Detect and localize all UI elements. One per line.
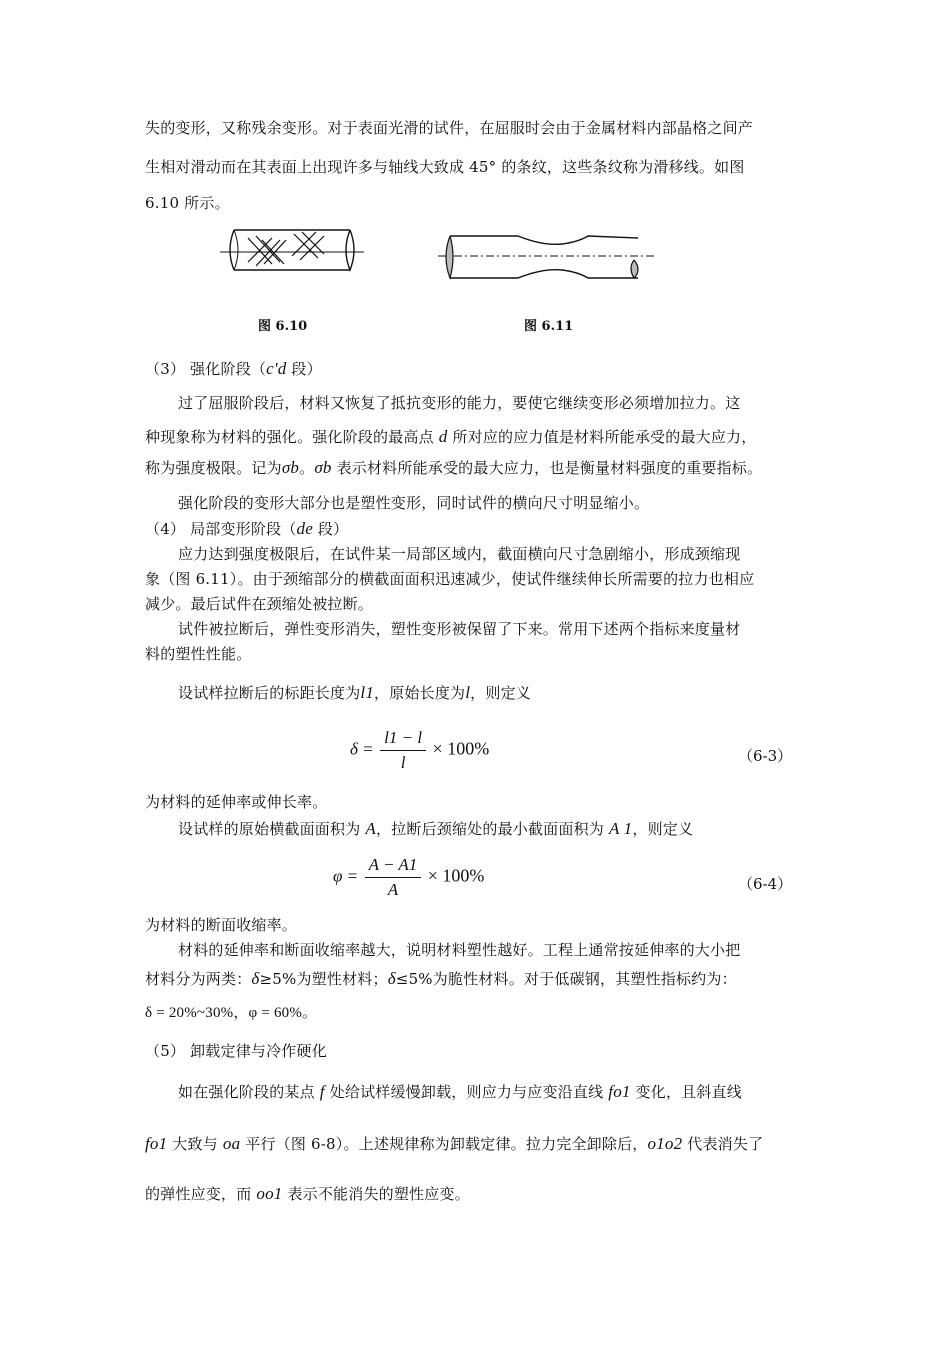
text-line: 设试样拉断后的标距长度为l1，原始长度为l，则定义 — [178, 683, 531, 702]
text-line: 6.10 所示。 — [145, 194, 230, 212]
text-line: 应力达到强度极限后，在试件某一局部区域内，截面横向尺寸急剧缩小，形成颈缩现 — [178, 545, 741, 563]
text-line: 为材料的断面收缩率。 — [145, 916, 298, 934]
section-heading-3: （3） 强化阶段（c'd 段） — [145, 359, 322, 378]
text-line: 材料分为两类：δ≥5%为塑性材料；δ≤5%为脆性材料。对于低碳钢，其塑性指标约为： — [145, 969, 737, 988]
formula-6-3: δ = $\frac{l1 - l}{l}$ × 100% — [350, 728, 490, 772]
section-heading-5: （5） 卸载定律与冷作硬化 — [145, 1042, 327, 1060]
equation-number: （6-3） — [738, 747, 793, 765]
figure-6-10-specimen — [218, 222, 368, 278]
text-line: 种现象称为材料的强化。强化阶段的最高点 d 所对应的应力值是材料所能承受的最大应力， — [145, 427, 757, 446]
text-line: 失的变形，又称残余变形。对于表面光滑的试件，在屈服时会由于金属材料内部晶格之间产 — [145, 119, 754, 137]
text-line: 象（图 6.11）。由于颈缩部分的横截面面积迅速减少，使试件继续伸长所需要的拉力也相应 — [145, 570, 755, 588]
text-line: 过了屈服阶段后，材料又恢复了抵抗变形的能力，要使它继续变形必须增加拉力。这 — [178, 394, 741, 412]
text-line: 强化阶段的变形大部分也是塑性变形，同时试件的横向尺寸明显缩小。 — [178, 494, 650, 512]
text-line: 材料的延伸率和断面收缩率越大，说明材料塑性越好。工程上通常按延伸率的大小把 — [178, 941, 741, 959]
equation-number: （6-4） — [738, 875, 793, 893]
text-line: 为材料的延伸率或伸长率。 — [145, 793, 328, 811]
formula-6-4: φ = $\frac{A - A1}{A}$ × 100% — [333, 855, 485, 899]
text-line: 减少。最后试件在颈缩处被拉断。 — [145, 595, 374, 613]
text-line: 如在强化阶段的某点 f 处给试样缓慢卸载，则应力与应变沿直线 fo1 变化，且斜直线 — [178, 1082, 742, 1101]
text-line: 试件被拉断后，弹性变形消失，塑性变形被保留了下来。常用下述两个指标来度量材 — [178, 620, 741, 638]
figure-6-11-necking — [438, 230, 658, 290]
text-line: 料的塑性性能。 — [145, 645, 252, 663]
figure-6-10-caption: 图 6.10 — [258, 319, 308, 334]
figure-6-11-caption: 图 6.11 — [524, 319, 574, 334]
text-line: 称为强度极限。记为σb。σb 表示材料所能承受的最大应力，也是衡量材料强度的重要指标。 — [145, 458, 763, 477]
text-line: fo1 大致与 oa 平行（图 6-8）。上述规律称为卸载定律。拉力完全卸除后，o1o2 代表消失了 — [145, 1134, 764, 1153]
text-line: 的弹性应变，而 oo1 表示不能消失的塑性应变。 — [145, 1184, 470, 1203]
text-line: 设试样的原始横截面面积为 A，拉断后颈缩处的最小截面面积为 A 1，则定义 — [178, 819, 694, 838]
section-heading-4: （4） 局部变形阶段（de 段） — [145, 519, 349, 538]
text-line: δ = 20%~30%，φ = 60%。 — [145, 1005, 318, 1021]
text-line: 生相对滑动而在其表面上出现许多与轴线大致成 45° 的条纹，这些条纹称为滑移线。如图 — [145, 158, 745, 176]
